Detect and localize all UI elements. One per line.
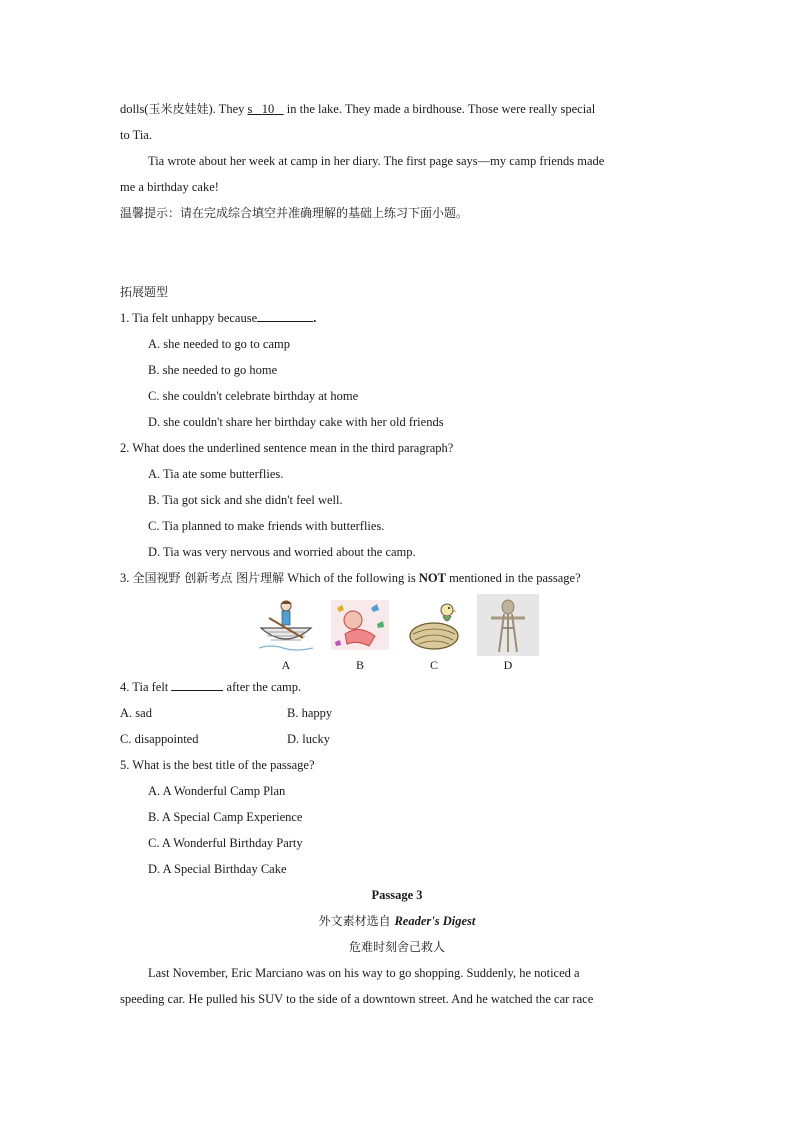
passage-3-line-1: Last November, Eric Marciano was on his way to go shopping. Suddenly, he noticed a	[148, 966, 580, 980]
q2-option-a[interactable]: A. Tia ate some butterflies.	[148, 467, 284, 481]
q1-option-b[interactable]: B. she needed to go home	[148, 363, 278, 377]
picture-label-b: B	[355, 658, 364, 672]
q5-option-b[interactable]: B. A Special Camp Experience	[148, 810, 303, 824]
bird-nest-icon[interactable]	[403, 594, 465, 656]
answer-blank[interactable]	[257, 310, 313, 322]
q4-option-c[interactable]: C. disappointed	[120, 732, 199, 746]
q4-option-a[interactable]: A. sad	[120, 706, 152, 720]
answer-blank[interactable]	[171, 679, 223, 691]
section-title: 拓展题型	[120, 285, 169, 299]
tip-text: 温馨提示：请在完成综合填空并准确理解的基础上练习下面小题。	[120, 206, 469, 220]
passage-3-title: 危难时刻舍己救人	[348, 940, 445, 954]
girl-rowing-boat-icon[interactable]	[255, 594, 317, 656]
picture-label-c: C	[429, 658, 438, 672]
question-2-stem: 2. What does the underlined sentence mean in the third paragraph?	[120, 441, 454, 455]
q4-option-b[interactable]: B. happy	[287, 706, 333, 720]
corn-husk-doll-icon[interactable]	[477, 594, 539, 656]
butterflies-icon[interactable]	[329, 594, 391, 656]
q5-option-a[interactable]: A. A Wonderful Camp Plan	[148, 784, 286, 798]
passage-3-heading: Passage 3	[371, 888, 423, 902]
picture-options	[255, 594, 545, 674]
picture-label-d: D	[503, 658, 513, 672]
question-5-stem: 5. What is the best title of the passage?	[120, 758, 315, 772]
q1-option-a[interactable]: A. she needed to go to camp	[148, 337, 290, 351]
question-3-stem: 3. 全国视野 创新考点 图片理解 Which of the following is NOT mentioned in the passage?	[120, 571, 581, 585]
q2-option-d[interactable]: D. Tia was very nervous and worried about the camp.	[148, 545, 416, 559]
story-line-1: dolls(玉米皮娃娃). They s 10 in the lake. They made a birdhouse. Those were really special	[120, 102, 596, 116]
q2-option-b[interactable]: B. Tia got sick and she didn't feel well.	[148, 493, 343, 507]
q2-option-c[interactable]: C. Tia planned to make friends with butterflies.	[148, 519, 385, 533]
q5-option-d[interactable]: D. A Special Birthday Cake	[148, 862, 287, 876]
blank-10[interactable]: s 10	[247, 102, 275, 116]
passage-3-source: 外文素材选自 Reader's Digest	[318, 914, 476, 928]
passage-3-line-2: speeding car. He pulled his SUV to the side of a downtown street. And he watched the car race	[120, 992, 594, 1006]
q1-option-c[interactable]: C. she couldn't celebrate birthday at home	[148, 389, 359, 403]
q4-option-d[interactable]: D. lucky	[287, 732, 331, 746]
picture-label-a: A	[281, 658, 291, 672]
question-1-stem: 1. Tia felt unhappy because .	[120, 311, 317, 325]
q5-option-c[interactable]: C. A Wonderful Birthday Party	[148, 836, 303, 850]
story-line-2: to Tia.	[120, 128, 152, 142]
q1-option-d[interactable]: D. she couldn't share her birthday cake with her old friends	[148, 415, 444, 429]
story-line-3: Tia wrote about her week at camp in her diary. The first page says—my camp friends made	[148, 154, 605, 168]
question-4-stem: 4. Tia felt after the camp.	[120, 680, 302, 694]
story-line-4: me a birthday cake!	[120, 180, 219, 194]
